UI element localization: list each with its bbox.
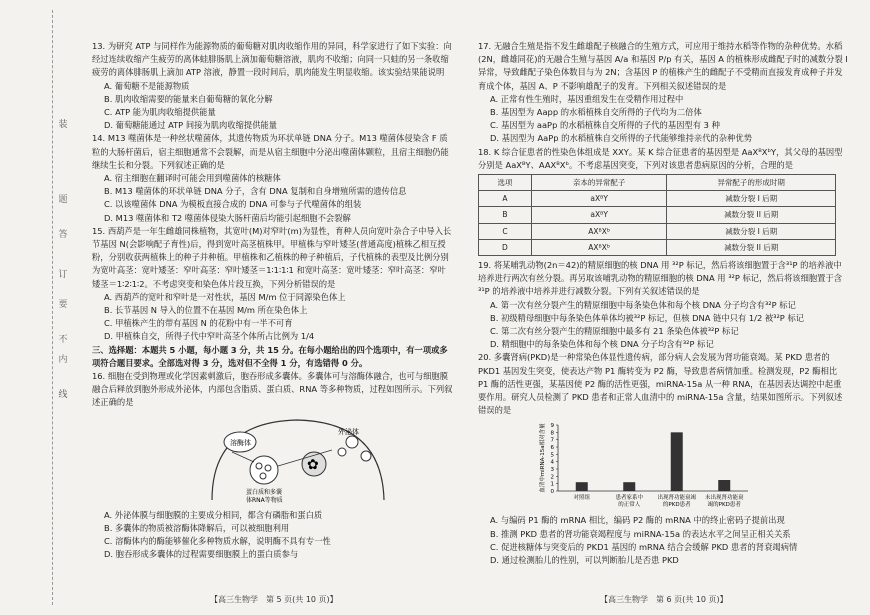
page-footer-left: 【高三生物学 第 5 页(共 10 页)】: [210, 595, 338, 604]
table-cell: B: [479, 207, 532, 223]
question-13-stem: 13. 为研究 ATP 与同样作为能源物质的葡萄糖对肌肉收缩作用的异同，科学家进行了如下实验：向经过连续收缩产生疲劳的离体蛙腓肠肌上滴加葡萄糖溶液，肌肉不收缩；向同一只蛙的另一条收缩疲劳的离体腓肠肌上滴加 ATP 溶液，静置一段时间后，肌肉能发生明显收缩。该实验结果能说明: [92, 41, 452, 78]
question-15-stem: 15. 西葫芦是一年生雌雄同株植物，其宽叶(M)对窄叶(m)为显性，育种人员向宽叶杂合子中导入长节基因 N(会影响配子育性)后，得到宽叶高茎植株甲。甲植株与窄叶矮茎(普通高度)植株乙相互授粉，分别收获两植株上的种子并种植。甲植株和乙植株的种子种植后，子代植株的表型及比例分别为宽叶高茎：宽叶矮茎：窄叶高茎：窄叶矮茎＝1∶1∶1∶1 和宽叶高茎：宽叶矮茎：窄叶高茎：窄叶矮茎＝1∶2∶1∶2。不考虑突变和染色体片段互换，下列分析错误的是: [92, 225, 452, 289]
option: B. 多囊体的物质被溶酶体降解后，可以被细胞利用: [104, 522, 290, 533]
option: A. 葡萄糖不是能源物质: [104, 80, 190, 91]
category-label: 对照组: [573, 495, 591, 502]
y-axis-label: 血清中miRNA-15a相对含量: [540, 423, 546, 494]
seal-char: 装: [58, 120, 68, 130]
option: A. 正常有性生殖时，基因重组发生在受精作用过程中: [490, 93, 684, 104]
category-label: 的正常人: [618, 502, 641, 509]
category-label: 竭的PKD患者: [707, 502, 741, 509]
category-label: 患者家系中: [615, 495, 644, 502]
exosome-shape: [338, 448, 346, 456]
category-label: 的PKD患者: [662, 502, 691, 509]
table-cell: 减数分裂 I 后期: [667, 223, 836, 239]
question-18-table: [478, 174, 836, 256]
y-tick-label: 3: [550, 467, 554, 474]
seal-char: 订: [58, 270, 68, 280]
category-label: 未出现肾功能衰: [704, 495, 744, 502]
y-tick-label: 1: [550, 482, 554, 489]
seal-char: 答: [58, 230, 68, 240]
mvb-label-1: 蛋白质和多囊: [246, 488, 283, 496]
option: D. 基因型为 AaPp 的水稻植株自交所得的子代能够维持亲代的杂种优势: [490, 133, 752, 144]
stimulus-icon: ✿: [307, 456, 319, 473]
table-cell: AXᴮXᵇ: [531, 239, 667, 255]
seal-char: 线: [58, 390, 68, 400]
exosome-shape: [346, 436, 358, 448]
lysosome-label: 溶酶体: [230, 438, 251, 447]
y-tick-label: 8: [550, 430, 554, 437]
table-header: 选项: [479, 175, 532, 191]
option: D. 胞吞形成多囊体的过程需要细胞膜上的蛋白质参与: [104, 549, 299, 560]
binding-dashed-line: [52, 10, 53, 605]
option: B. 基因型为 Aapp 的水稻植株自交所得的子代均为二倍体: [490, 107, 702, 118]
binding-margin: [0, 0, 68, 615]
option: C. 基因型为 aaPp 的水稻植株自交所得的子代的基因型有 3 种: [490, 120, 720, 131]
y-tick-label: 5: [550, 452, 554, 459]
option: B. M13 噬菌体的环状单链 DNA 分子，含有 DNA 复制和自身增殖所需的遗传信息: [104, 186, 407, 197]
option: A. 第一次有丝分裂产生的精原细胞中每条染色体和每个核 DNA 分子均含有³²P 标记: [490, 299, 796, 310]
option: B. 肌肉收缩需要的能量来自葡萄糖的氧化分解: [104, 93, 273, 104]
option: C. 甲植株产生的带有基因 N 的花粉中有一半不可育: [104, 318, 293, 329]
table-row: [479, 191, 836, 207]
seal-char: 题: [58, 195, 68, 205]
table-cell: 减数分裂 II 后期: [667, 239, 836, 255]
option: C. ATP 能为肌肉收缩提供能量: [104, 107, 216, 118]
exosome-diagram-svg: [202, 412, 392, 507]
table-header: 异常配子的形成时期: [667, 175, 836, 191]
mirna-bar-chart-svg: [478, 419, 848, 514]
option: D. M13 噬菌体和 T2 噬菌体侵染大肠杆菌后均能引起细胞不会裂解: [104, 212, 351, 223]
page-footer-right: 【高三生物学 第 6 页(共 10 页)】: [600, 595, 728, 604]
bar: [718, 480, 730, 491]
option: D. 葡萄糖能通过 ATP 间接为肌肉收缩提供能量: [104, 120, 278, 131]
table-cell: aXᴮY: [531, 207, 667, 223]
table-row: [479, 207, 836, 223]
option: D. 通过检测胎儿的性别，可以判断胎儿是否患 PKD: [490, 555, 679, 566]
y-tick-label: 6: [550, 445, 554, 452]
table-row: [479, 239, 836, 255]
option: D. 精细胞中的每条染色体和每个核 DNA 分子均含有³²P 标记: [490, 339, 714, 350]
option: A. 与编码 P1 酶的 mRNA 相比，编码 P2 酶的 mRNA 中的终止密码子提前出现: [490, 515, 785, 526]
option: C. 以该噬菌体 DNA 为模板直接合成的 DNA 可参与子代噬菌体的组装: [104, 199, 362, 210]
option: B. 推测 PKD 患者的肾功能衰竭程度与 miRNA-15a 的表达水平之间呈正相关关系: [490, 528, 791, 539]
exosome-label: 外泌体: [338, 427, 359, 436]
option: C. 促进核糖体与突变后的 PKD1 基因的 mRNA 结合会缓解 PKD 患者的肾衰竭病情: [490, 541, 798, 552]
question-20-stem: 20. 多囊肾病(PKD)是一种常染色体显性遗传病，部分病人会发展为肾功能衰竭。某 PKD 患者的 PKD1 基因发生突变，使表达产物 P1 酶转变为 P2 酶，导致患者病情加重。检测发现，P2 酶相比 P1 酶的活性更强，某基因使 P2 酶的活性更强，miRNA-15a 从一种 RNA，在基因表达调控中起重要作用。研究人员检测了 PKD 患者和正常人血清中的 miRNA-15a 含量，结果如图所示。下列叙述错误的是: [478, 352, 843, 416]
option: A. 宿主细胞在翻译时可能会用到噬菌体的核糖体: [104, 173, 281, 184]
option: B. 长节基因 N 导入的位置不在基因 M/m 所在染色体上: [104, 305, 308, 316]
seal-char: 不: [58, 335, 68, 345]
table-cell: D: [479, 239, 532, 255]
question-19-stem: 19. 将某哺乳动物(2n＝42)的精原细胞的核 DNA 用 ³²P 标记，然后将该细胞置于含³¹P 的培养液中培养进行两次有丝分裂。再另取该哺乳动物的精原细胞的核 DNA 用 ³²P 标记，然后将该细胞置于含³¹P 的培养液中培养并进行减数分裂。下列有关叙述错误的是: [478, 260, 843, 297]
option: B. 初级精母细胞中每条染色体单体均被³²P 标记，但核 DNA 链中只有 1/2 被³²P 标记: [490, 312, 805, 323]
category-label: 出现肾功能衰竭: [657, 495, 697, 502]
y-tick-label: 2: [550, 474, 554, 481]
option: C. 第二次有丝分裂产生的精原细胞中最多有 21 条染色体被³²P 标记: [490, 326, 739, 337]
exosome-shape: [361, 451, 371, 461]
section-3-heading: 三、选择题：本题共 5 小题，每小题 3 分，共 15 分。在每小题给出的四个选项中，有一项或多项符合题目要求。全部选对得 3 分，选对但不全得 1 分，有选错得 0 分。: [92, 344, 448, 368]
y-tick-label: 7: [550, 438, 554, 445]
arrow-line: [232, 452, 254, 462]
table-cell: aXᴮY: [531, 191, 667, 207]
question-17-stem: 17. 无融合生殖是指不发生雌雄配子核融合的生殖方式，可应用于维持水稻等作物的杂种优势。水稻(2N，雌雄同花)的无融合生殖与基因 A/a 和基因 P/p 有关，基因 A 的植株形成雌配子时的减数分裂 I 异常，导致雌配子染色体数目与为 2N；含基因 P 的植株产生的雌配子不受精而直接发育成种子并发育成个体，基因 A、P 不影响雄配子的发育。下列相关叙述错误的是: [478, 41, 848, 91]
y-tick-label: 4: [550, 460, 554, 467]
mirna-bar-chart: [478, 419, 848, 514]
option: C. 溶酶体内的酶能够催化多种物质水解，说明酶不具有专一性: [104, 536, 331, 547]
question-18-stem: 18. K 综合征患者的性染色体组成是 XXY。某 K 综合征患者的基因型是 AaXᴮXᵇY，其父母的基因型分别是 AaXᴮY、AAXᴮXᵇ。不考虑基因突变，下列对该患者患病原因的分析，合理的是: [478, 146, 843, 170]
table-row: [479, 223, 836, 239]
bar: [576, 483, 588, 492]
table-cell: 减数分裂 I 后期: [667, 191, 836, 207]
table-cell: C: [479, 223, 532, 239]
table-cell: A: [479, 191, 532, 207]
option: A. 西葫芦的宽叶和窄叶是一对性状，基因 M/m 位于同源染色体上: [104, 291, 346, 302]
table-cell: AXᴮXᵇ: [531, 223, 667, 239]
y-tick-label: 9: [550, 423, 554, 430]
option: D. 甲植株自交，所得子代中窄叶高茎个体所占比例为 1/4: [104, 331, 315, 342]
exosome-diagram: [202, 412, 392, 507]
right-column: [478, 40, 848, 567]
left-column: [92, 40, 454, 562]
table-header-row: [479, 175, 836, 191]
mvb-shape: [250, 456, 278, 484]
seal-char: 内: [58, 355, 68, 365]
mvb-label-2: 体RNA等物质: [246, 496, 283, 504]
question-16-stem: 16. 细胞在受到物理或化学因素刺激后，胞吞形成多囊体。多囊体可与溶酶体融合，也可与细胞膜融合后释放到胞外形成外泌体，内部包含脂质、蛋白质、RNA 等多种物质，过程如图所示。下列叙述正确的是: [92, 371, 453, 408]
option: A. 外泌体膜与细胞膜的主要成分相同，都含有磷脂和蛋白质: [104, 509, 323, 520]
y-tick-label: 0: [550, 489, 554, 496]
table-header: 亲本的异常配子: [531, 175, 667, 191]
bar: [671, 433, 683, 492]
table-cell: 减数分裂 II 后期: [667, 207, 836, 223]
seal-char: 要: [58, 300, 68, 310]
bar: [623, 483, 635, 492]
question-14-stem: 14. M13 噬菌体是一种丝状噬菌体，其遗传物质为环状单链 DNA 分子。M13 噬菌体侵染含 F 质粒的大肠杆菌后，宿主细胞通常不会裂解，而是从宿主细胞中分泌出噬菌体颗粒，且宿主细胞仍能继续生长和分裂。下列叙述正确的是: [92, 133, 449, 170]
